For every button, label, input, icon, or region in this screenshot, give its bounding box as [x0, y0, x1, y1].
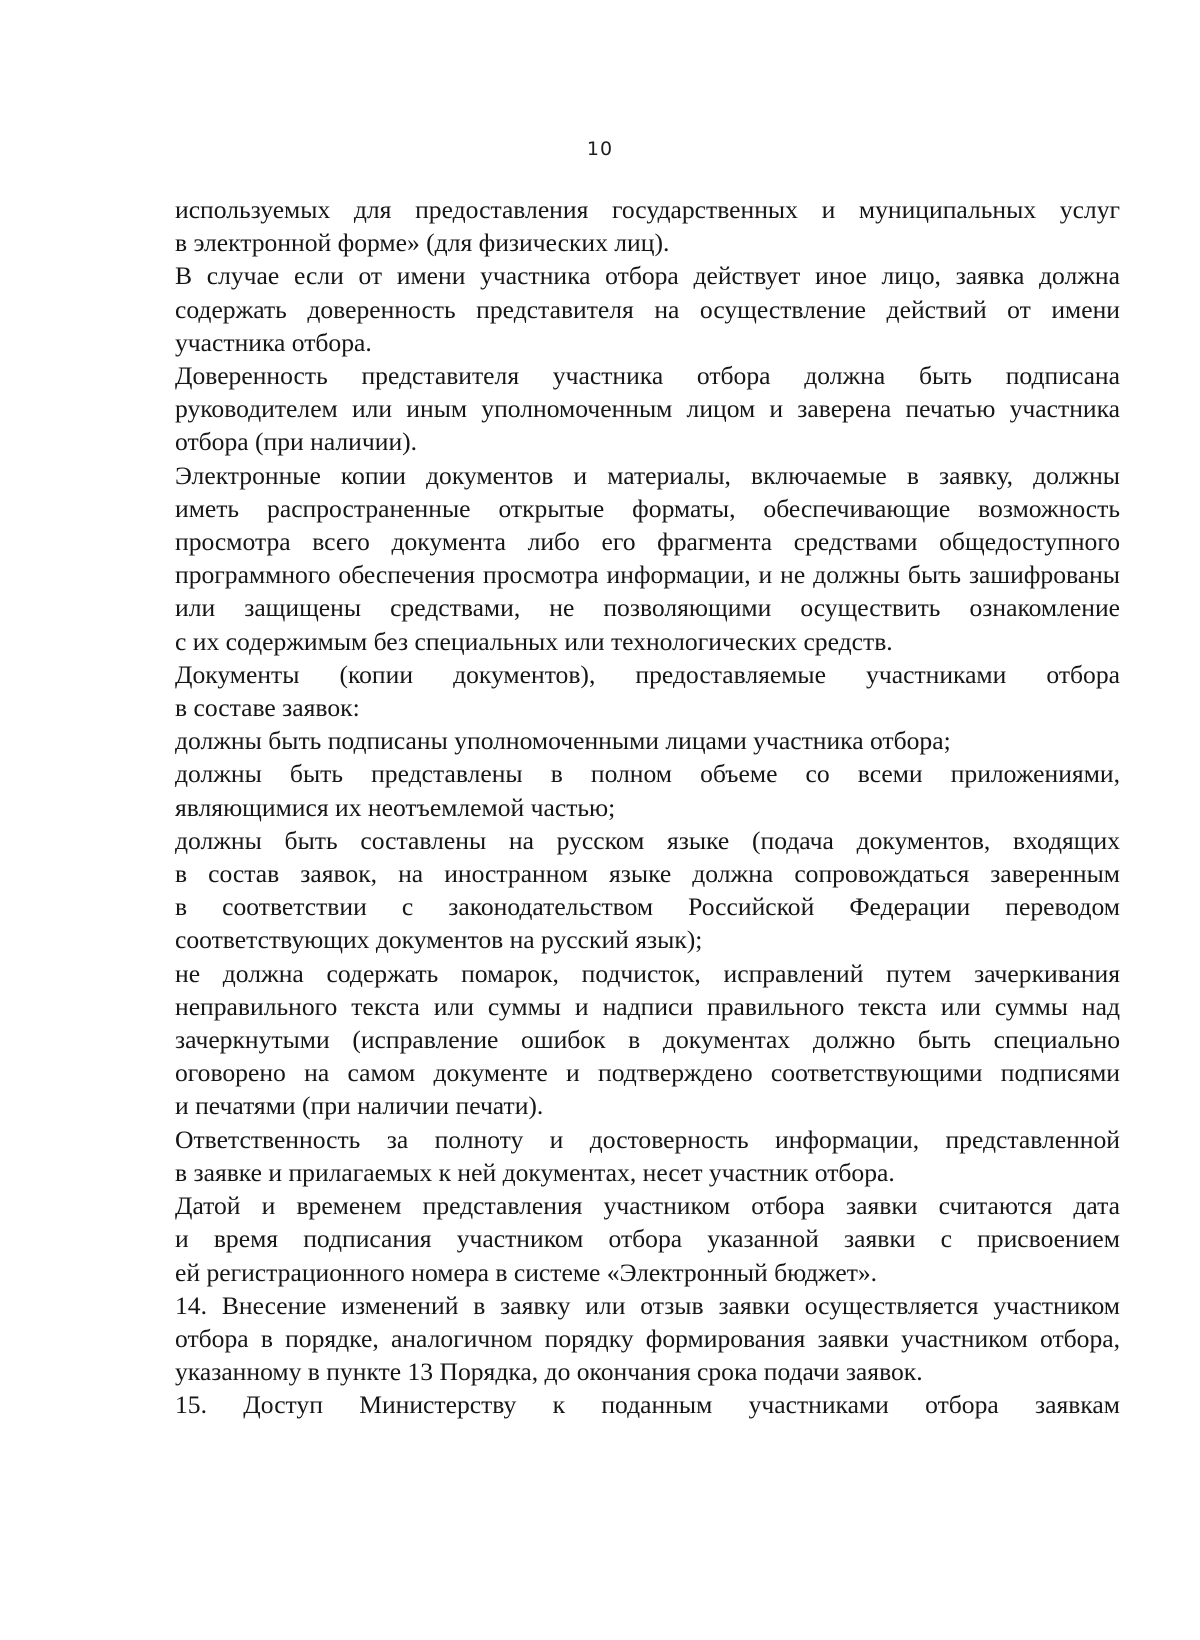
text-line: в электронной форме» (для физических лиц). [175, 228, 670, 258]
page-number: 10 [586, 138, 614, 160]
text-line: должны быть составлены на русском языке (подача документов, входящих [175, 825, 1120, 855]
paragraph [105, 757, 1120, 823]
text-line: просмотра всего документа либо его фрагмента средствами общедоступного [175, 527, 1120, 557]
text-line: или защищены средствами, не позволяющими осуществить ознакомление [175, 593, 1120, 623]
text-line: программного обеспечения просмотра информации, и не должны быть зашифрованы [175, 560, 1120, 590]
text-line: руководителем или иным уполномоченным лицом и заверена печатью участника [175, 394, 1120, 424]
paragraph [105, 359, 1120, 459]
text-line: являющимися их неотъемлемой частью; [175, 792, 616, 822]
text-line: не должна содержать помарок, подчисток, исправлений путем зачеркивания [175, 958, 1120, 988]
text-line: и печатями (при наличии печати). [175, 1091, 544, 1121]
paragraph [105, 658, 1120, 724]
text-line: отбора в порядке, аналогичном порядку формирования заявки участником отбора, [175, 1323, 1120, 1353]
text-line: используемых для предоставления государственных и муниципальных услуг [175, 195, 1120, 224]
paragraph [105, 1189, 1120, 1289]
paragraph [105, 957, 1120, 1123]
text-line: должны быть представлены в полном объеме со всеми приложениями, [175, 759, 1120, 789]
text-line: содержать доверенность представителя на осуществление действий от имени [175, 294, 1120, 324]
text-line: В случае если от имени участника отбора действует иное лицо, заявка должна [175, 261, 1120, 291]
text-line: ей регистрационного номера в системе «Электронный бюджет». [175, 1257, 878, 1287]
text-line: иметь распространенные открытые форматы, обеспечивающие возможность [175, 493, 1120, 523]
text-line: указанному в пункте 13 Порядка, до окончания срока подачи заявок. [175, 1357, 923, 1387]
document-body [105, 193, 1120, 1422]
text-line: в заявке и прилагаемых к ней документах, несет участник отбора. [175, 1157, 895, 1187]
text-line: в состав заявок, на иностранном языке должна сопровождаться заверенным [175, 859, 1120, 889]
text-line: неправильного текста или суммы и надписи правильного текста или суммы над [175, 991, 1120, 1021]
text-line: 15. Доступ Министерству к поданным участниками отбора заявкам [175, 1390, 1120, 1420]
paragraph [105, 259, 1120, 359]
paragraph [105, 824, 1120, 957]
text-line: и время подписания участником отбора указанной заявки с присвоением [175, 1224, 1120, 1254]
text-line: Электронные копии документов и материалы, включаемые в заявку, должны [175, 460, 1120, 490]
text-line: должны быть подписаны уполномоченными лицами участника отбора; [175, 726, 951, 756]
text-line: Ответственность за полноту и достоверность информации, представленной [175, 1124, 1120, 1154]
paragraph [105, 459, 1120, 658]
text-line: оговорено на самом документе и подтверждено соответствующими подписями [175, 1058, 1120, 1088]
text-line: Датой и временем представления участником отбора заявки считаются дата [175, 1191, 1120, 1221]
text-line: отбора (при наличии). [175, 427, 418, 457]
paragraph [105, 1289, 1120, 1389]
paragraph [105, 1388, 1120, 1421]
text-line: в составе заявок: [175, 693, 360, 723]
paragraph [105, 1123, 1120, 1189]
text-line: 14. Внесение изменений в заявку или отзыв заявки осуществляется участником [175, 1290, 1120, 1320]
text-line: Доверенность представителя участника отбора должна быть подписана [175, 361, 1120, 391]
text-line: участника отбора. [175, 327, 372, 357]
text-line: в соответствии с законодательством Российской Федерации переводом [175, 892, 1120, 922]
text-line: зачеркнутыми (исправление ошибок в документах должно быть специально [175, 1025, 1120, 1055]
text-line: соответствующих документов на русский язык); [175, 925, 703, 955]
paragraph [105, 193, 1120, 259]
text-line: Документы (копии документов), предоставляемые участниками отбора [175, 659, 1120, 689]
text-line: с их содержимым без специальных или технологических средств. [175, 626, 893, 656]
paragraph [105, 724, 1120, 757]
